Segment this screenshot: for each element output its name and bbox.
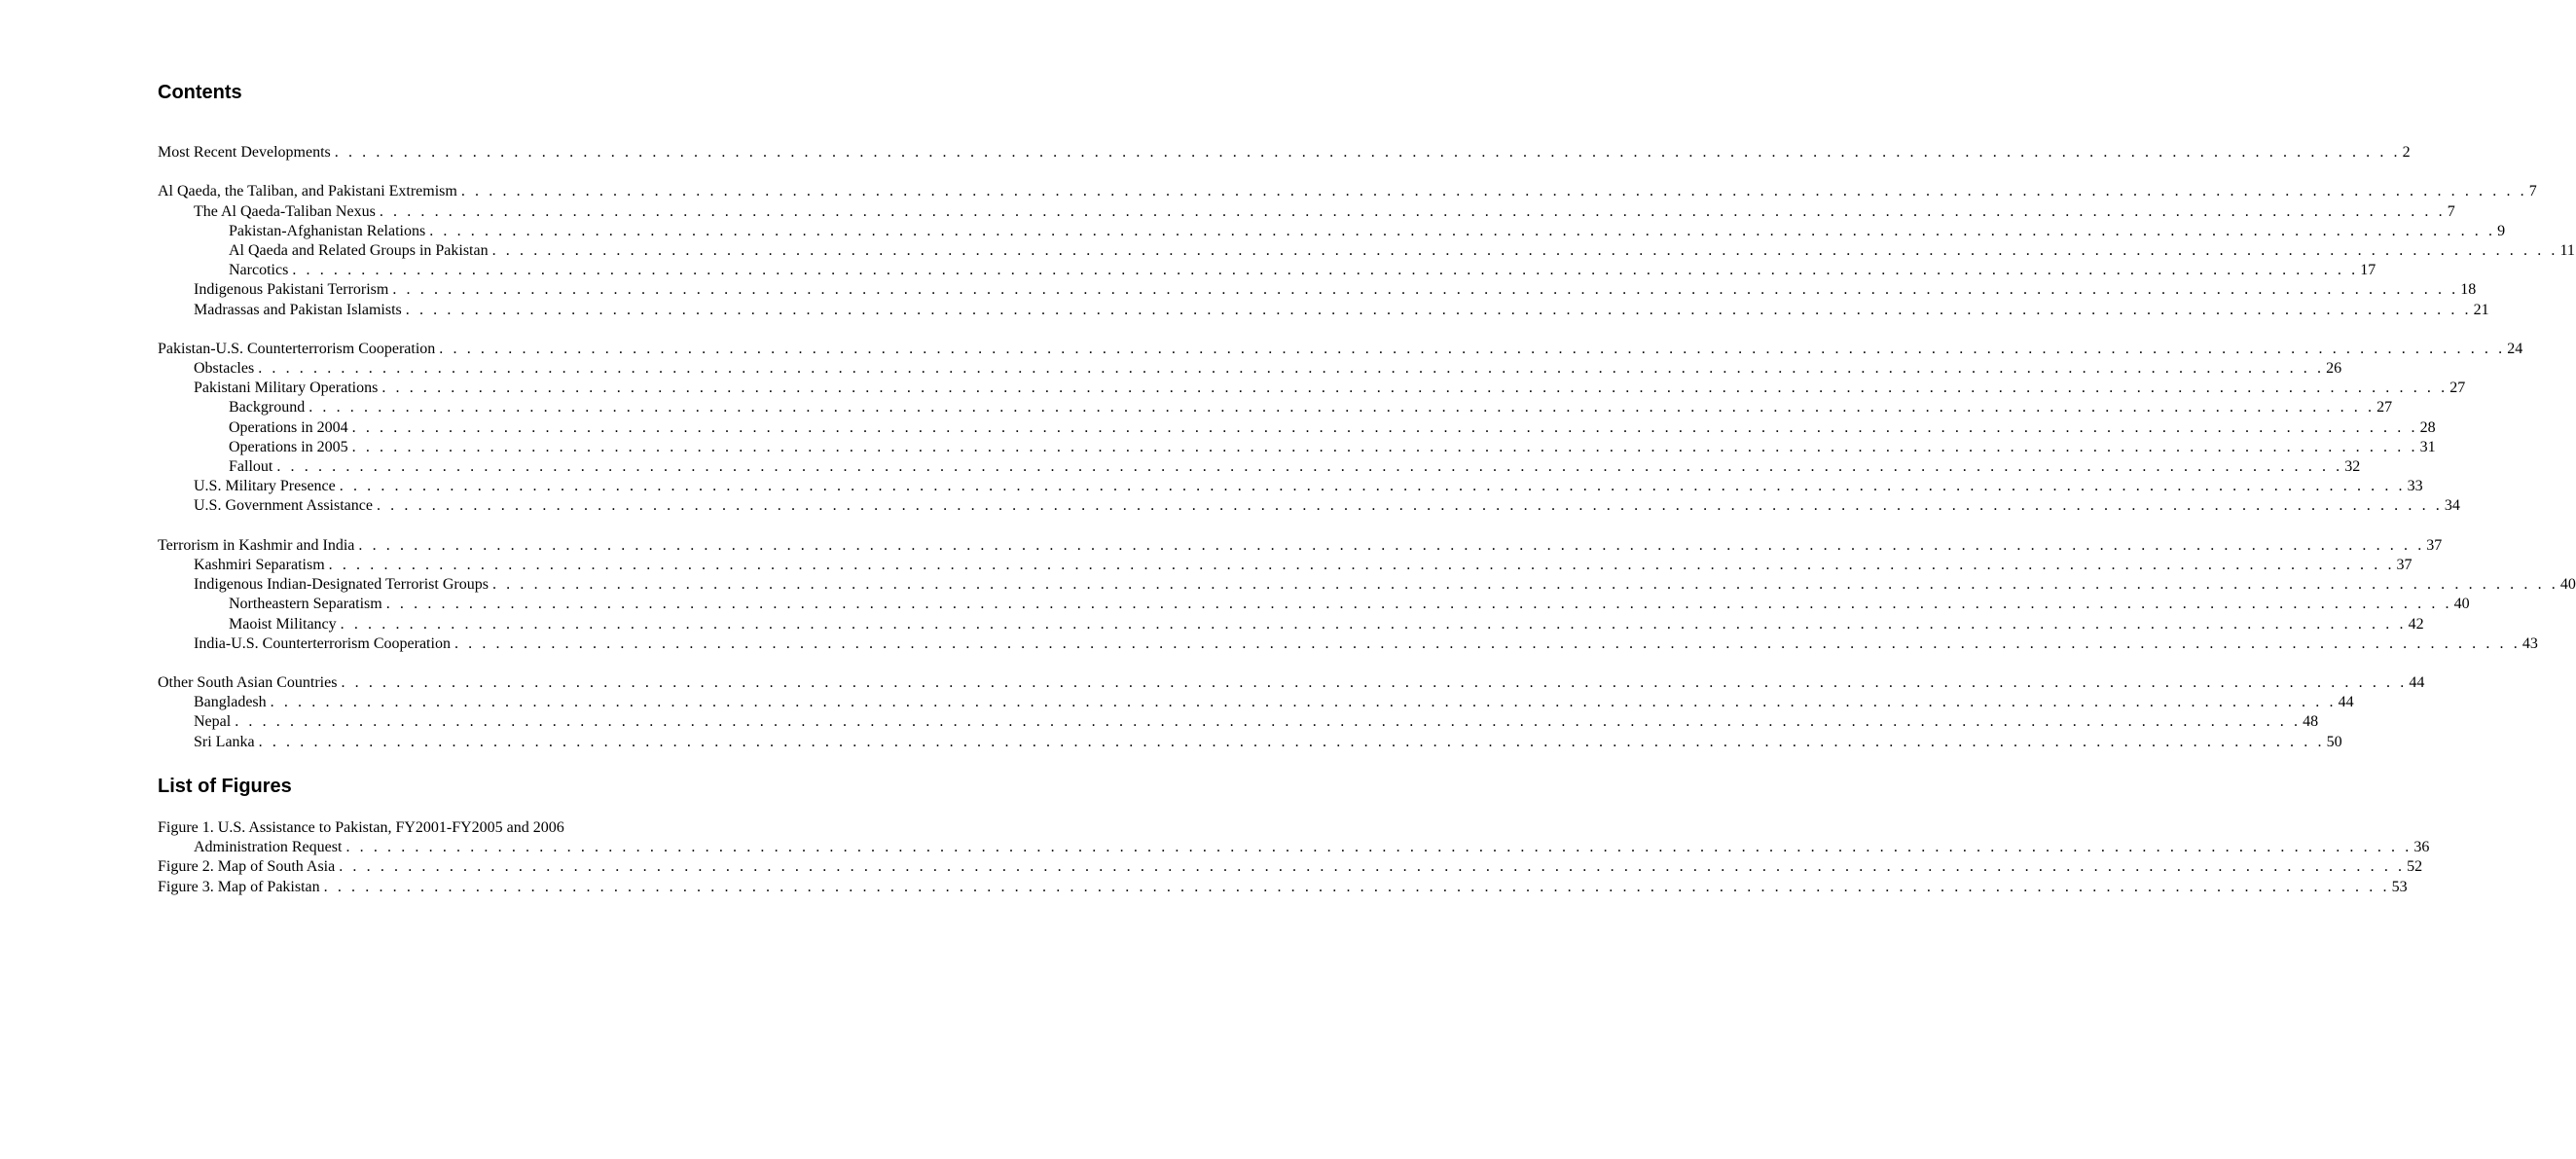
toc-entry-page-number: 50 [2326,733,2342,750]
toc-entry-page-number: 24 [2507,340,2523,357]
toc-entry[interactable] [158,379,2466,398]
figure-entry-page-number: 53 [2391,878,2408,895]
toc-entry-page-number: 37 [2426,536,2443,554]
toc-entry[interactable] [158,733,2342,752]
toc-entry-title: Sri Lanka [194,733,255,750]
figure-entry[interactable] [158,878,2408,897]
toc-entry[interactable] [158,359,2342,379]
dot-leader: . . . . . . . . . . . . . . . . . . . . . . . . . . . . . . . . . . . . . . . . . . . . . . . . . . . . . . . . . . . . . . . . . . . . . . . . . . . . . . . . . . . . . . . . . . . . . . . . . . . . . . . . . . . . . . . . . . . . . . . . . . . . . . . . . . . . . . . . . . . . . . . . . . . . . . [328,556,2395,573]
toc-entry[interactable] [158,301,2489,320]
dot-leader: . . . . . . . . . . . . . . . . . . . . . . . . . . . . . . . . . . . . . . . . . . . . . . . . . . . . . . . . . . . . . . . . . . . . . . . . . . . . . . . . . . . . . . . . . . . . . . . . . . . . . . . . . . . . . . . . . . . . . . . . . . . . . . . . . . . . . . . . . . . . . . . . . . . . . . [429,222,2496,239]
toc-entry-page-number: 2 [2402,144,2411,161]
toc-entry[interactable] [158,712,2319,732]
toc-entry[interactable] [158,673,2425,693]
dot-leader: . . . . . . . . . . . . . . . . . . . . . . . . . . . . . . . . . . . . . . . . . . . . . . . . . . . . . . . . . . . . . . . . . . . . . . . . . . . . . . . . . . . . . . . . . . . . . . . . . . . . . . . . . . . . . . . . . . . . . . . . . . . . . . . . . . . . . . . . . . . . . . . . . . . . . . [385,596,2452,613]
toc-entry-title: Operations in 2004 [229,418,348,436]
toc-entry-page-number: 44 [2338,694,2354,711]
dot-leader: . . . . . . . . . . . . . . . . . . . . . . . . . . . . . . . . . . . . . . . . . . . . . . . . . . . . . . . . . . . . . . . . . . . . . . . . . . . . . . . . . . . . . . . . . . . . . . . . . . . . . . . . . . . . . . . . . . . . . . . . . . . . . . . . . . . . . . . . . . . . . . . . . . . . . . [376,497,2443,515]
dot-leader: . . . . . . . . . . . . . . . . . . . . . . . . . . . . . . . . . . . . . . . . . . . . . . . . . . . . . . . . . . . . . . . . . . . . . . . . . . . . . . . . . . . . . . . . . . . . . . . . . . . . . . . . . . . . . . . . . . . . . . . . . . . . . . . . . . . . . . . . . . . . . . . . . . . . . . [351,418,2418,436]
toc-entry[interactable] [158,280,2477,300]
toc-entry[interactable] [158,202,2455,222]
dot-leader: . . . . . . . . . . . . . . . . . . . . . . . . . . . . . . . . . . . . . . . . . . . . . . . . . . . . . . . . . . . . . . . . . . . . . . . . . . . . . . . . . . . . . . . . . . . . . . . . . . . . . . . . . . . . . . . . . . . . . . . . . . . . . . . . . . . . . . . . . . . . . . . . . . . . . . [258,360,2325,378]
toc-entry-page-number: 37 [2396,556,2413,573]
dot-leader: . . . . . . . . . . . . . . . . . . . . . . . . . . . . . . . . . . . . . . . . . . . . . . . . . . . . . . . . . . . . . . . . . . . . . . . . . . . . . . . . . . . . . . . . . . . . . . . . . . . . . . . . . . . . . . . . . . . . . . . . . . . . . . . . . . . . . . . . . . . . . . . . . . . . . . [491,241,2558,259]
toc-entry[interactable] [158,438,2436,457]
toc-entry[interactable] [158,418,2436,438]
toc-entry-page-number: 7 [2447,202,2455,220]
dot-leader: . . . . . . . . . . . . . . . . . . . . . . . . . . . . . . . . . . . . . . . . . . . . . . . . . . . . . . . . . . . . . . . . . . . . . . . . . . . . . . . . . . . . . . . . . . . . . . . . . . . . . . . . . . . . . . . . . . . . . . . . . . . . . . . . . . . . . . . . . . . . . . . . . . . . . . [339,478,2406,495]
dot-leader: . . . . . . . . . . . . . . . . . . . . . . . . . . . . . . . . . . . . . . . . . . . . . . . . . . . . . . . . . . . . . . . . . . . . . . . . . . . . . . . . . . . . . . . . . . . . . . . . . . . . . . . . . . . . . . . . . . . . . . . . . . . . . . . . . . . . . . . . . . . . . . . . . . . . . . [270,694,2337,711]
toc-entry-title: Pakistan-U.S. Counterterrorism Cooperation [158,340,436,357]
dot-leader: . . . . . . . . . . . . . . . . . . . . . . . . . . . . . . . . . . . . . . . . . . . . . . . . . . . . . . . . . . . . . . . . . . . . . . . . . . . . . . . . . . . . . . . . . . . . . . . . . . . . . . . . . . . . . . . . . . . . . . . . . . . . . . . . . . . . . . . . . . . . . . . . . . . . . . [340,615,2407,633]
toc-entry[interactable] [158,693,2354,712]
dot-leader: . . . . . . . . . . . . . . . . . . . . . . . . . . . . . . . . . . . . . . . . . . . . . . . . . . . . . . . . . . . . . . . . . . . . . . . . . . . . . . . . . . . . . . . . . . . . . . . . . . . . . . . . . . . . . . . . . . . . . . . . . . . . . . . . . . . . . . . . . . . . . . . . . . . . . . [341,674,2408,692]
toc-entry[interactable] [158,261,2376,280]
toc-entry-page-number: 44 [2409,674,2425,692]
dot-leader: . . . . . . . . . . . . . . . . . . . . . . . . . . . . . . . . . . . . . . . . . . . . . . . . . . . . . . . . . . . . . . . . . . . . . . . . . . . . . . . . . . . . . . . . . . . . . . . . . . . . . . . . . . . . . . . . . . . . . . . . . . . . . . . . . . . . . . . . . . . . . . . . . . . . . . [276,458,2343,475]
dot-leader: . . . . . . . . . . . . . . . . . . . . . . . . . . . . . . . . . . . . . . . . . . . . . . . . . . . . . . . . . . . . . . . . . . . . . . . . . . . . . . . . . . . . . . . . . . . . . . . . . . . . . . . . . . . . . . . . . . . . . . . . . . . . . . . . . . . . . . . . . . . . . . . . . . . . . . [405,301,2472,318]
figure-entry-page-number: 36 [2413,839,2430,856]
toc-entry-title: U.S. Government Assistance [194,497,373,515]
toc-entry-title: Kashmiri Separatism [194,556,325,573]
toc-entry-title: Pakistani Military Operations [194,380,379,397]
toc-entry-page-number: 21 [2473,301,2489,318]
dot-leader: . . . . . . . . . . . . . . . . . . . . . . . . . . . . . . . . . . . . . . . . . . . . . . . . . . . . . . . . . . . . . . . . . . . . . . . . . . . . . . . . . . . . . . . . . . . . . . . . . . . . . . . . . . . . . . . . . . . . . . . . . . . . . . . . . . . . . . . . . . . . . . . . . . . . . . [308,399,2376,417]
toc-entry-page-number: 34 [2444,497,2460,515]
toc-entry-title: Most Recent Developments [158,144,331,161]
toc-entry-page-number: 31 [2419,438,2436,455]
dot-leader: . . . . . . . . . . . . . . . . . . . . . . . . . . . . . . . . . . . . . . . . . . . . . . . . . . . . . . . . . . . . . . . . . . . . . . . . . . . . . . . . . . . . . . . . . . . . . . . . . . . . . . . . . . . . . . . . . . . . . . . . . . . . . . . . . . . . . . . . . . . . . . . . . . . . . . [392,281,2459,299]
dot-leader: . . . . . . . . . . . . . . . . . . . . . . . . . . . . . . . . . . . . . . . . . . . . . . . . . . . . . . . . . . . . . . . . . . . . . . . . . . . . . . . . . . . . . . . . . . . . . . . . . . . . . . . . . . . . . . . . . . . . . . . . . . . . . . . . . . . . . . . . . . . . . . . . . . . . . . [235,713,2302,731]
dot-leader: . . . . . . . . . . . . . . . . . . . . . . . . . . . . . . . . . . . . . . . . . . . . . . . . . . . . . . . . . . . . . . . . . . . . . . . . . . . . . . . . . . . . . . . . . . . . . . . . . . . . . . . . . . . . . . . . . . . . . . . . . . . . . . . . . . . . . . . . . . . . . . . . . . . . . . [323,878,2390,895]
dot-leader: . . . . . . . . . . . . . . . . . . . . . . . . . . . . . . . . . . . . . . . . . . . . . . . . . . . . . . . . . . . . . . . . . . . . . . . . . . . . . . . . . . . . . . . . . . . . . . . . . . . . . . . . . . . . . . . . . . . . . . . . . . . . . . . . . . . . . . . . . . . . . . . . . . . . . . [334,144,2401,161]
toc-entry-title: Nepal [194,713,232,731]
toc-entry[interactable] [158,556,2413,575]
toc-entry-title: Background [229,399,306,417]
toc-entry-title: Terrorism in Kashmir and India [158,536,355,554]
toc-entry-title: Fallout [229,458,273,475]
toc-entry-page-number: 7 [2528,183,2537,200]
toc-entry-page-number: 43 [2522,634,2538,652]
toc-entry-page-number: 48 [2303,713,2319,731]
dot-leader: . . . . . . . . . . . . . . . . . . . . . . . . . . . . . . . . . . . . . . . . . . . . . . . . . . . . . . . . . . . . . . . . . . . . . . . . . . . . . . . . . . . . . . . . . . . . . . . . . . . . . . . . . . . . . . . . . . . . . . . . . . . . . . . . . . . . . . . . . . . . . . . . . . . . . . [358,536,2425,554]
toc-entry-page-number: 40 [2453,596,2470,613]
toc-entry[interactable] [158,143,2411,163]
toc-entry[interactable] [158,477,2423,496]
toc-entry-title: Northeastern Separatism [229,596,382,613]
toc-entry[interactable] [158,222,2506,241]
toc-entry-title: Indigenous Indian-Designated Terrorist Groups [194,576,489,594]
figure-entry[interactable] [158,857,2423,877]
toc-entry-title: U.S. Military Presence [194,478,336,495]
dot-leader: . . . . . . . . . . . . . . . . . . . . . . . . . . . . . . . . . . . . . . . . . . . . . . . . . . . . . . . . . . . . . . . . . . . . . . . . . . . . . . . . . . . . . . . . . . . . . . . . . . . . . . . . . . . . . . . . . . . . . . . . . . . . . . . . . . . . . . . . . . . . . . . . . . . . . . [258,733,2325,750]
toc-entry-title: Al Qaeda, the Taliban, and Pakistani Extremism [158,183,457,200]
toc-entry[interactable] [158,595,2470,614]
toc-entry[interactable] [158,536,2443,556]
toc-entry-page-number: 32 [2344,458,2361,475]
toc-entry-page-number: 11 [2559,241,2575,259]
toc-entry-title: Narcotics [229,262,289,279]
toc-entry-page-number: 27 [2449,380,2466,397]
toc-entry[interactable] [158,634,2538,654]
toc-entry[interactable] [158,457,2361,477]
figure-entry-title: Figure 2. Map of South Asia [158,858,336,876]
toc-entry[interactable] [158,340,2523,359]
dot-leader: . . . . . . . . . . . . . . . . . . . . . . . . . . . . . . . . . . . . . . . . . . . . . . . . . . . . . . . . . . . . . . . . . . . . . . . . . . . . . . . . . . . . . . . . . . . . . . . . . . . . . . . . . . . . . . . . . . . . . . . . . . . . . . . . . . . . . . . . . . . . . . . . . . . . . . [460,183,2527,200]
toc-entry-title: India-U.S. Counterterrorism Cooperation [194,634,451,652]
list-of-figures-heading: List of Figures [158,776,292,797]
toc-entry[interactable] [158,575,2576,595]
toc-entry-page-number: 40 [2559,576,2576,594]
dot-leader: . . . . . . . . . . . . . . . . . . . . . . . . . . . . . . . . . . . . . . . . . . . . . . . . . . . . . . . . . . . . . . . . . . . . . . . . . . . . . . . . . . . . . . . . . . . . . . . . . . . . . . . . . . . . . . . . . . . . . . . . . . . . . . . . . . . . . . . . . . . . . . . . . . . . . . [491,576,2558,594]
toc-entry-title: Madrassas and Pakistan Islamists [194,301,402,318]
dot-leader: . . . . . . . . . . . . . . . . . . . . . . . . . . . . . . . . . . . . . . . . . . . . . . . . . . . . . . . . . . . . . . . . . . . . . . . . . . . . . . . . . . . . . . . . . . . . . . . . . . . . . . . . . . . . . . . . . . . . . . . . . . . . . . . . . . . . . . . . . . . . . . . . . . . . . . [339,858,2406,876]
toc-entry-title: Other South Asian Countries [158,674,338,692]
toc-entry[interactable] [158,182,2537,201]
toc-entry-page-number: 27 [2376,399,2393,417]
toc-entry-title: Al Qaeda and Related Groups in Pakistan [229,241,489,259]
toc-entry-title: Maoist Militancy [229,615,337,633]
toc-entry-title: The Al Qaeda-Taliban Nexus [194,202,376,220]
toc-entry-page-number: 28 [2419,418,2436,436]
toc-entry[interactable] [158,496,2460,516]
toc-entry-title: Bangladesh [194,694,267,711]
toc-entry[interactable] [158,615,2424,634]
dot-leader: . . . . . . . . . . . . . . . . . . . . . . . . . . . . . . . . . . . . . . . . . . . . . . . . . . . . . . . . . . . . . . . . . . . . . . . . . . . . . . . . . . . . . . . . . . . . . . . . . . . . . . . . . . . . . . . . . . . . . . . . . . . . . . . . . . . . . . . . . . . . . . . . . . . . . . [292,262,2359,279]
toc-entry-page-number: 33 [2407,478,2423,495]
dot-leader: . . . . . . . . . . . . . . . . . . . . . . . . . . . . . . . . . . . . . . . . . . . . . . . . . . . . . . . . . . . . . . . . . . . . . . . . . . . . . . . . . . . . . . . . . . . . . . . . . . . . . . . . . . . . . . . . . . . . . . . . . . . . . . . . . . . . . . . . . . . . . . . . . . . . . . [345,839,2413,856]
toc-entry-page-number: 18 [2460,281,2477,299]
figure-entry-title: Figure 3. Map of Pakistan [158,878,320,895]
list-of-figures [158,818,2430,897]
dot-leader: . . . . . . . . . . . . . . . . . . . . . . . . . . . . . . . . . . . . . . . . . . . . . . . . . . . . . . . . . . . . . . . . . . . . . . . . . . . . . . . . . . . . . . . . . . . . . . . . . . . . . . . . . . . . . . . . . . . . . . . . . . . . . . . . . . . . . . . . . . . . . . . . . . . . . . [351,438,2418,455]
toc-entry-title: Indigenous Pakistani Terrorism [194,281,389,299]
dot-leader: . . . . . . . . . . . . . . . . . . . . . . . . . . . . . . . . . . . . . . . . . . . . . . . . . . . . . . . . . . . . . . . . . . . . . . . . . . . . . . . . . . . . . . . . . . . . . . . . . . . . . . . . . . . . . . . . . . . . . . . . . . . . . . . . . . . . . . . . . . . . . . . . . . . . . . [381,380,2449,397]
toc-entry-page-number: 26 [2326,360,2342,378]
contents-heading: Contents [158,82,242,103]
figure-entry-page-number: 52 [2407,858,2423,876]
dot-leader: . . . . . . . . . . . . . . . . . . . . . . . . . . . . . . . . . . . . . . . . . . . . . . . . . . . . . . . . . . . . . . . . . . . . . . . . . . . . . . . . . . . . . . . . . . . . . . . . . . . . . . . . . . . . . . . . . . . . . . . . . . . . . . . . . . . . . . . . . . . . . . . . . . . . . . [439,340,2506,357]
toc-entry[interactable] [158,241,2575,261]
dot-leader: . . . . . . . . . . . . . . . . . . . . . . . . . . . . . . . . . . . . . . . . . . . . . . . . . . . . . . . . . . . . . . . . . . . . . . . . . . . . . . . . . . . . . . . . . . . . . . . . . . . . . . . . . . . . . . . . . . . . . . . . . . . . . . . . . . . . . . . . . . . . . . . . . . . . . . [454,634,2521,652]
toc-entry-page-number: 17 [2360,262,2376,279]
toc-entry-title: Pakistan-Afghanistan Relations [229,222,426,239]
figure-entry-title: Administration Request [194,839,343,856]
toc-entry-page-number: 9 [2497,222,2506,239]
toc-entry-title: Operations in 2005 [229,438,348,455]
table-of-contents [158,143,2576,752]
toc-entry[interactable] [158,398,2393,417]
figure-entry[interactable] [158,838,2430,857]
toc-entry-title: Obstacles [194,360,255,378]
dot-leader: . . . . . . . . . . . . . . . . . . . . . . . . . . . . . . . . . . . . . . . . . . . . . . . . . . . . . . . . . . . . . . . . . . . . . . . . . . . . . . . . . . . . . . . . . . . . . . . . . . . . . . . . . . . . . . . . . . . . . . . . . . . . . . . . . . . . . . . . . . . . . . . . . . . . . . [379,202,2446,220]
toc-entry-page-number: 42 [2408,615,2424,633]
figure-entry-title-line[interactable]: Figure 1. U.S. Assistance to Pakistan, FY2001-FY2005 and 2006 [158,819,564,836]
